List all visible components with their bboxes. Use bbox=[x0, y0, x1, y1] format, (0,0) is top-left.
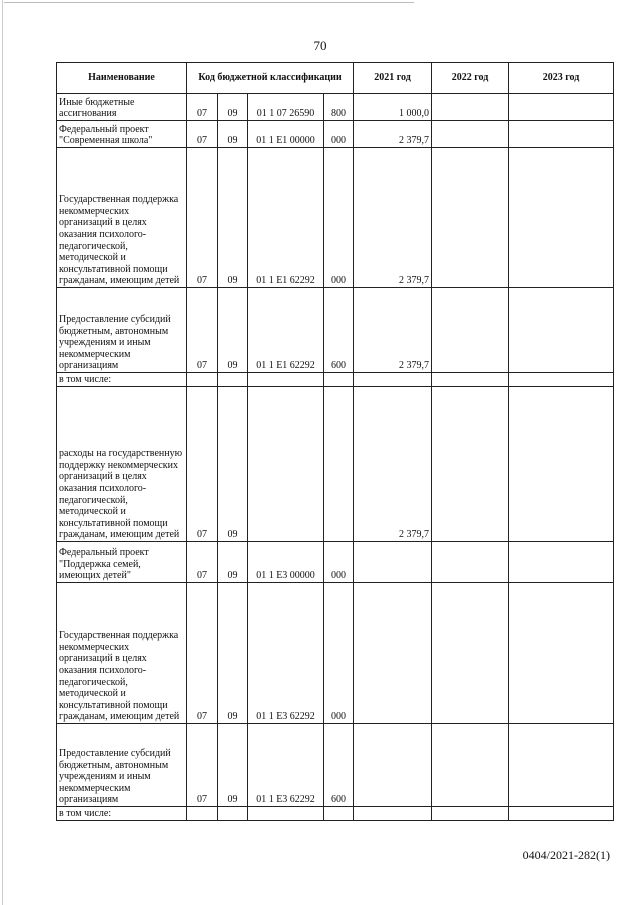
row-2023 bbox=[509, 94, 614, 121]
row-expense-type: 600 bbox=[324, 724, 354, 807]
row-section: 07 bbox=[187, 387, 218, 542]
row-section: 07 bbox=[187, 724, 218, 807]
scan-top-line bbox=[4, 2, 414, 3]
table-row bbox=[57, 373, 614, 387]
row-target-code: 01 1 E1 62292 bbox=[248, 148, 324, 288]
row-2021: 2 379,7 bbox=[354, 121, 432, 148]
row-2023 bbox=[509, 373, 614, 387]
row-2021: 2 379,7 bbox=[354, 148, 432, 288]
row-expense-type: 000 bbox=[324, 542, 354, 583]
row-2021: 2 379,7 bbox=[354, 288, 432, 373]
table-row bbox=[57, 807, 614, 821]
row-subsection bbox=[218, 373, 248, 387]
row-2022 bbox=[432, 542, 509, 583]
row-expense-type bbox=[324, 387, 354, 542]
row-target-code bbox=[248, 387, 324, 542]
row-target-code: 01 1 E1 62292 bbox=[248, 288, 324, 373]
row-section: 07 bbox=[187, 121, 218, 148]
row-2023 bbox=[509, 807, 614, 821]
row-subsection: 09 bbox=[218, 288, 248, 373]
row-subsection: 09 bbox=[218, 724, 248, 807]
budget-table bbox=[56, 62, 614, 821]
row-2022 bbox=[432, 121, 509, 148]
header-2021: 2021 год bbox=[354, 63, 432, 94]
row-subsection: 09 bbox=[218, 583, 248, 724]
row-target-code: 01 1 E3 62292 bbox=[248, 724, 324, 807]
row-2022 bbox=[432, 94, 509, 121]
row-expense-type: 600 bbox=[324, 288, 354, 373]
table-row bbox=[57, 542, 614, 583]
row-expense-type: 000 bbox=[324, 121, 354, 148]
table-row bbox=[57, 148, 614, 288]
row-target-code: 01 1 E3 00000 bbox=[248, 542, 324, 583]
row-section: 07 bbox=[187, 94, 218, 121]
table-row bbox=[57, 724, 614, 807]
row-2021 bbox=[354, 807, 432, 821]
row-section bbox=[187, 373, 218, 387]
row-name: Государственная поддержка некоммерческих организаций в целях оказания психолого-педагогической, методической и консультативной помощи гражданам, имеющим детей bbox=[57, 583, 187, 724]
row-2023 bbox=[509, 724, 614, 807]
row-section: 07 bbox=[187, 148, 218, 288]
row-target-code: 01 1 E3 62292 bbox=[248, 583, 324, 724]
row-2023 bbox=[509, 387, 614, 542]
row-2022 bbox=[432, 373, 509, 387]
row-2022 bbox=[432, 807, 509, 821]
row-2021 bbox=[354, 373, 432, 387]
row-2022 bbox=[432, 724, 509, 807]
row-subsection: 09 bbox=[218, 121, 248, 148]
table-row bbox=[57, 583, 614, 724]
row-expense-type: 800 bbox=[324, 94, 354, 121]
document-number: 0404/2021-282(1) bbox=[522, 848, 610, 862]
row-name: Государственная поддержка некоммерческих организаций в целях оказания психолого-педагогической, методической и консультативной помощи гражданам, имеющим детей bbox=[57, 148, 187, 288]
row-name: Предоставление субсидий бюджетным, автономным учреждениям и иным некоммерческим организациям bbox=[57, 724, 187, 807]
row-2021: 1 000,0 bbox=[354, 94, 432, 121]
row-2021 bbox=[354, 724, 432, 807]
row-expense-type bbox=[324, 807, 354, 821]
row-name: Федеральный проект "Поддержка семей, имеющих детей" bbox=[57, 542, 187, 583]
row-name: в том числе: bbox=[57, 807, 187, 821]
row-target-code: 01 1 07 26590 bbox=[248, 94, 324, 121]
row-2022 bbox=[432, 387, 509, 542]
row-expense-type: 000 bbox=[324, 583, 354, 724]
row-name: Иные бюджетные ассигнования bbox=[57, 94, 187, 121]
row-target-code: 01 1 E1 00000 bbox=[248, 121, 324, 148]
table-header-row bbox=[57, 63, 614, 94]
row-2021: 2 379,7 bbox=[354, 387, 432, 542]
row-name: в том числе: bbox=[57, 373, 187, 387]
scan-edge-line bbox=[2, 0, 3, 905]
row-2023 bbox=[509, 288, 614, 373]
row-section: 07 bbox=[187, 288, 218, 373]
row-2023 bbox=[509, 121, 614, 148]
row-section bbox=[187, 807, 218, 821]
row-name: Федеральный проект "Современная школа" bbox=[57, 121, 187, 148]
row-target-code bbox=[248, 807, 324, 821]
row-expense-type bbox=[324, 373, 354, 387]
row-2023 bbox=[509, 583, 614, 724]
row-subsection: 09 bbox=[218, 94, 248, 121]
table-row bbox=[57, 387, 614, 542]
row-section: 07 bbox=[187, 542, 218, 583]
row-expense-type: 000 bbox=[324, 148, 354, 288]
header-code: Код бюджетной классификации bbox=[187, 63, 354, 94]
header-2022: 2022 год bbox=[432, 63, 509, 94]
row-subsection: 09 bbox=[218, 148, 248, 288]
row-2023 bbox=[509, 148, 614, 288]
row-2023 bbox=[509, 542, 614, 583]
row-name: расходы на государственную поддержку некоммерческих организаций в целях оказания психолого-педагогической, методической и консультативной помощи гражданам, имеющим детей bbox=[57, 387, 187, 542]
row-2022 bbox=[432, 583, 509, 724]
header-2023: 2023 год bbox=[509, 63, 614, 94]
row-2022 bbox=[432, 288, 509, 373]
row-subsection: 09 bbox=[218, 387, 248, 542]
row-subsection bbox=[218, 807, 248, 821]
row-subsection: 09 bbox=[218, 542, 248, 583]
table-row bbox=[57, 121, 614, 148]
page-number: 70 bbox=[313, 38, 327, 53]
table-row bbox=[57, 288, 614, 373]
table-row bbox=[57, 94, 614, 121]
row-name: Предоставление субсидий бюджетным, автономным учреждениям и иным некоммерческим организациям bbox=[57, 288, 187, 373]
header-name: Наименование bbox=[57, 63, 187, 94]
row-target-code bbox=[248, 373, 324, 387]
row-section: 07 bbox=[187, 583, 218, 724]
row-2021 bbox=[354, 542, 432, 583]
row-2021 bbox=[354, 583, 432, 724]
row-2022 bbox=[432, 148, 509, 288]
